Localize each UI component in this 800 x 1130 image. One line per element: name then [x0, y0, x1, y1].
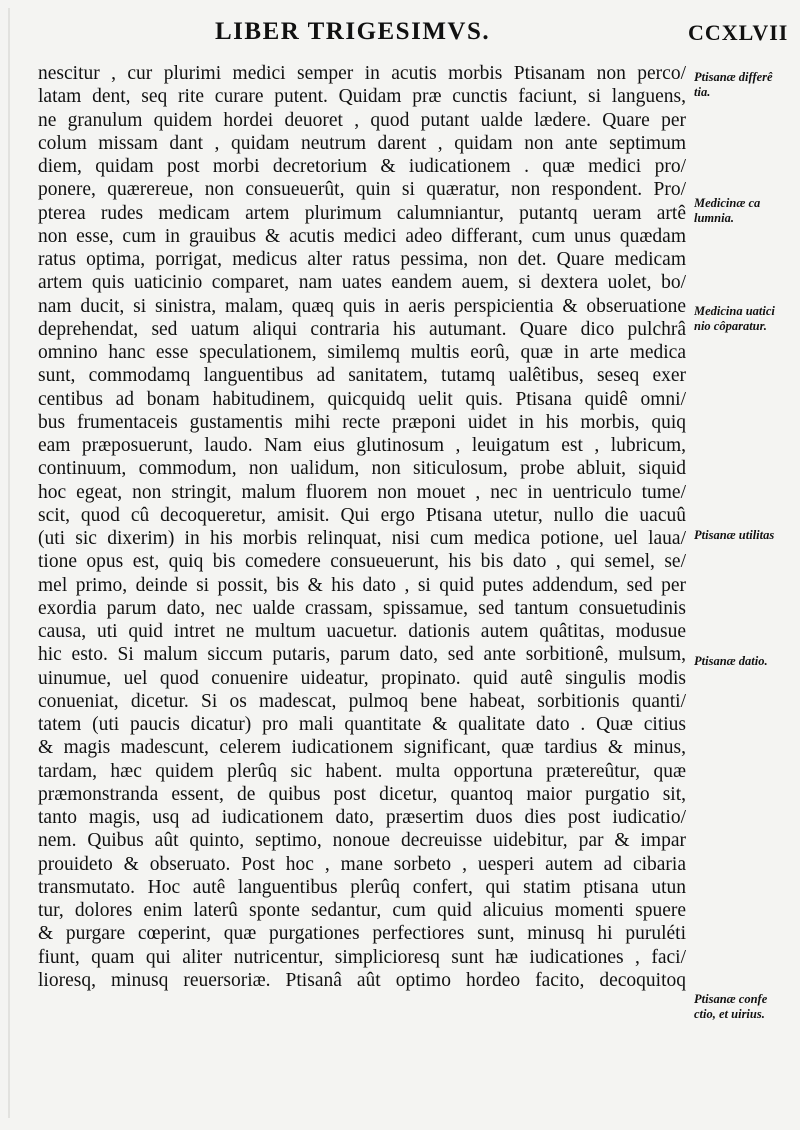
text-line: tatem (uti paucis dicatur) pro mali quantitate & qualitate dato . Quæ citius [38, 714, 686, 735]
text-line: eam præposuerunt, laudo. Nam eius glutinosum , leuigatum est , lubricum, [38, 435, 686, 456]
text-line: fiunt, quam qui aliter nutricentur, simplicioresq sunt hæ iudicationes , faci/ [38, 946, 686, 968]
text-line: deprehendat, sed uatum aliqui contraria his autumant. Quare dico pulchrâ [38, 318, 686, 340]
text-line: lioresq, minusq reuersoriæ. Ptisanâ aût optimo hordeo facito, decoquitoq [38, 969, 686, 991]
text-line: exordia parum dato, nec ualde crassam, spissamue, sed tantum consuetudinis [38, 597, 686, 619]
marginal-note [694, 992, 794, 1022]
gutter-shadow [8, 8, 10, 1118]
text-line: nem. Quibus aût quinto, septimo, nonoue decreuisse uidebitur, par & impar [38, 830, 686, 852]
text-line: non esse, cum in grauibus & acutis medici adeo differant, cum unus quædam [38, 225, 686, 247]
marginal-note [694, 528, 794, 543]
text-line: & purgare cœperint, quæ purgationes perfectiores sunt, minusq hi puruléti [38, 923, 686, 945]
marginal-note-line: Medicina uatici [694, 304, 775, 318]
text-line: colum missam dant , quidam neutrum darent , quidam non ante septimum [38, 132, 686, 154]
marginal-note-line: Ptisanæ datio. [694, 654, 768, 668]
marginal-note [694, 304, 794, 334]
text-line: continuum, commodum, non ualidum, non siticulosum, probe abluit, siquid [38, 458, 686, 480]
text-line: tanto magis, usq ad iudicationem dato, præsertim duos dies post iudicatio/ [38, 807, 686, 828]
text-line: ne granulum quidem hordei deuoret , quod putant ualde lædere. Quare per [38, 109, 686, 131]
text-line: omnino hanc esse speculationem, similemq multis eorû, quæ in arte medica [38, 342, 686, 363]
text-line: sunt, commodamq languentibus ad sanitatem, tutamq ualêtibus, seseq exer [38, 365, 686, 387]
marginal-note-line: Ptisanæ differê [694, 70, 773, 84]
text-line: latam dent, seq rite curare putent. Quidam præ cunctis faciunt, si languens, [38, 86, 686, 108]
text-line: præmonstranda essent, de quibus post dicetur, quantoq maior purgatio sit, [38, 783, 686, 805]
text-line: hic esto. Si malum siccum putaris, parum dato, sed ante sorbitionê, mulsum, [38, 644, 686, 666]
marginal-note-line: lumnia. [694, 211, 734, 225]
text-line: (uti sic dixerim) in his morbis relinquat, nisi cum medica potione, uel laua/ [38, 528, 686, 549]
text-line: nescitur , cur plurimi medici semper in acutis morbis Ptisanam non perco/ [38, 63, 686, 84]
text-line: uinumue, uel quod conuenire uideatur, propinato. quid autê singulis modis [38, 667, 686, 689]
main-text-block [38, 62, 686, 992]
marginal-note-line: tia. [694, 85, 711, 99]
text-line: tur, dolores enim laterû sponte sedantur, cum quid alicuius momenti spuere [38, 900, 686, 921]
text-line: ponere, quærereue, non consueuerût, quin si quæratur, non respondent. Pro/ [38, 179, 686, 201]
text-line: tardam, hæc quidem plerûq sic habent. multa opportuna prætereûtur, quæ [38, 760, 686, 782]
text-line: tione opus est, quiq bis comedere consueuerunt, his bis dato , qui semel, se/ [38, 551, 686, 573]
text-line: nam ducit, si sinistra, malam, quæq quis in aeris perspicientia & obseruatione [38, 295, 686, 317]
marginal-note-line: Ptisanæ utilitas [694, 528, 775, 542]
running-head: LIBER TRIGESIMVS. [215, 18, 491, 45]
text-line: causa, uti quid intret ne multum uacuetur. dationis autem quâtitas, modusue [38, 621, 686, 642]
folio-number: CCXLVII [688, 20, 789, 45]
marginal-note [694, 654, 794, 669]
marginal-note-line: Medicinæ ca [694, 196, 761, 210]
text-line: transmutato. Hoc autê languentibus plerûq confert, qui statim ptisana utun [38, 876, 686, 898]
text-line: conueniat, dicetur. Si os madescat, pulmoq bene habeat, sorbitionis quanti/ [38, 690, 686, 712]
text-line: bus frumentaceis gustamentis mihi recte præponi uidet in his morbis, quiq [38, 411, 686, 433]
text-line: mel primo, deinde si possit, bis & his dato , si quid putes addendum, sed per [38, 574, 686, 596]
marginal-note-line: Ptisanæ confe [694, 992, 768, 1006]
text-line: scit, quod cû decoqueretur, amisit. Qui ergo Ptisana utetur, nullo die uacuû [38, 504, 686, 526]
marginal-note-line: nio côparatur. [694, 319, 767, 333]
text-line: & magis madescunt, celerem iudicationem significant, quæ tardius & minus, [38, 737, 686, 759]
marginal-note [694, 196, 794, 226]
text-line: prouideto & obseruato. Post hoc , mane sorbeto , uesperi autem ad cibaria [38, 853, 686, 875]
marginal-note [694, 70, 794, 100]
text-line: hoc egeat, non stringit, malum fluorem non mouet , nec in uentriculo tume/ [38, 481, 686, 503]
marginal-note-line: ctio, et uirius. [694, 1007, 765, 1021]
text-line: artem quis uaticinio comparet, nam uates eandem auem, si dextera uolet, bo/ [38, 272, 686, 294]
text-line: diem, quidam post morbi decretorium & iudicationem . quæ medici pro/ [38, 156, 686, 177]
text-line: ratus optima, porrigat, medicus alter ratus pessima, non det. Quare medicam [38, 249, 686, 270]
text-line: pterea rudes medicam artem plurimum calumniantur, putantq ueram artê [38, 202, 686, 224]
text-line: centibus ad bonam habitudinem, quicquidq uelit quis. Ptisana quidê omni/ [38, 388, 686, 410]
